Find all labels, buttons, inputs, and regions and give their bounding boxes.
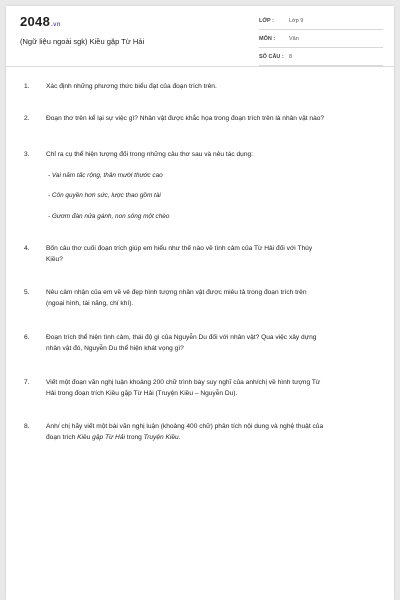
- question-line: nhân vật đó, Nguyễn Du thể hiện khát vọng gì?: [46, 344, 184, 352]
- meta-value: 8: [289, 54, 293, 60]
- question-number: 6.: [24, 334, 30, 341]
- question-line: Anh/ chị hãy viết một bài văn nghị luận (khoảng 400 chữ) phân tích nội dung và nghệ thuật của: [46, 423, 324, 430]
- question-number: 1.: [24, 83, 30, 90]
- question-line: Nêu cảm nhận của em về vẻ đẹp hình tượng nhân vật được miêu tả trong đoạn trích trên: [46, 289, 307, 296]
- document-title: (Ngữ liệu ngoài sgk) Kiều gặp Từ Hải: [20, 37, 145, 46]
- question-line: Đoạn thơ trên kể lại sự việc gì? Nhân vật được khắc họa trong đoạn trích trên là nhân vật nào?: [46, 115, 325, 122]
- meta-row-subject: [259, 33, 383, 48]
- meta-label: LỚP :: [259, 18, 274, 24]
- question-line: Chỉ ra cụ thể hiện tượng đối trong những câu thơ sau và nêu tác dụng:: [46, 151, 253, 158]
- meta-value: Văn: [289, 36, 299, 42]
- question-line: [46, 433, 381, 444]
- worksheet-header: [6, 6, 394, 66]
- question-text: [46, 333, 381, 354]
- meta-label: MÔN :: [259, 36, 276, 42]
- question-line: Bốn câu thơ cuối đoạn trích giúp em hiểu như thế nào về tình cảm của Từ Hải đối với Thúy: [46, 245, 313, 252]
- question-text: [46, 150, 381, 161]
- meta-value: Lớp 9: [289, 18, 304, 24]
- question-text: [46, 244, 381, 265]
- meta-row-class: [259, 15, 383, 30]
- header-divider: [6, 66, 394, 67]
- worksheet-page: [6, 6, 394, 600]
- question-text: [46, 114, 381, 125]
- question-line: Hải trong đoạn trích Kiều gặp Từ Hải (Truyện Kiều – Nguyễn Du).: [46, 389, 238, 397]
- question-line: Xác định những phương thức biểu đạt của đoạn trích trên.: [46, 83, 217, 90]
- question-number: 5.: [24, 289, 30, 296]
- question-number: 4.: [24, 245, 30, 252]
- site-logo[interactable]: [20, 14, 61, 29]
- question-text: [46, 378, 381, 399]
- meta-row-question-count: [259, 51, 383, 66]
- example-verse-line: - Côn quyền hơn sức, lược thao gồm tài: [48, 192, 161, 199]
- question-number: 2.: [24, 115, 30, 122]
- logo-tld: .vn: [51, 22, 61, 28]
- question-line: Viết một đoạn văn nghị luận khoảng 200 chữ trình bày suy nghĩ của anh/chị về hình tượng Từ: [46, 379, 321, 386]
- question-line: (ngoại hình, tài năng, chí khí).: [46, 299, 134, 307]
- text-run: trong: [124, 433, 144, 441]
- question-line: Kiều?: [46, 255, 63, 263]
- work-title-italic: Kiều gặp Từ Hải: [77, 433, 125, 441]
- question-number: 8.: [24, 423, 30, 430]
- meta-info: [259, 15, 383, 69]
- question-text: [46, 288, 381, 309]
- question-line: Đoạn trích thể hiện tình cảm, thái độ gì của Nguyễn Du đối với nhân vật? Qua việc xây dựng: [46, 334, 317, 341]
- text-run: .: [178, 433, 181, 441]
- question-text: [46, 82, 381, 93]
- meta-label: SỐ CÂU :: [259, 54, 284, 60]
- work-title-italic: Truyện Kiều: [143, 433, 179, 441]
- logo-text: 2048: [20, 14, 51, 29]
- question-text: [46, 422, 381, 443]
- question-number: 3.: [24, 151, 30, 158]
- example-verse-line: - Vai năm tấc rộng, thân mười thước cao: [48, 172, 163, 179]
- example-verse-line: - Gươm đàn nửa gánh, non sông một chèo: [48, 213, 170, 220]
- text-run: đoạn trích: [46, 433, 78, 441]
- question-number: 7.: [24, 379, 30, 386]
